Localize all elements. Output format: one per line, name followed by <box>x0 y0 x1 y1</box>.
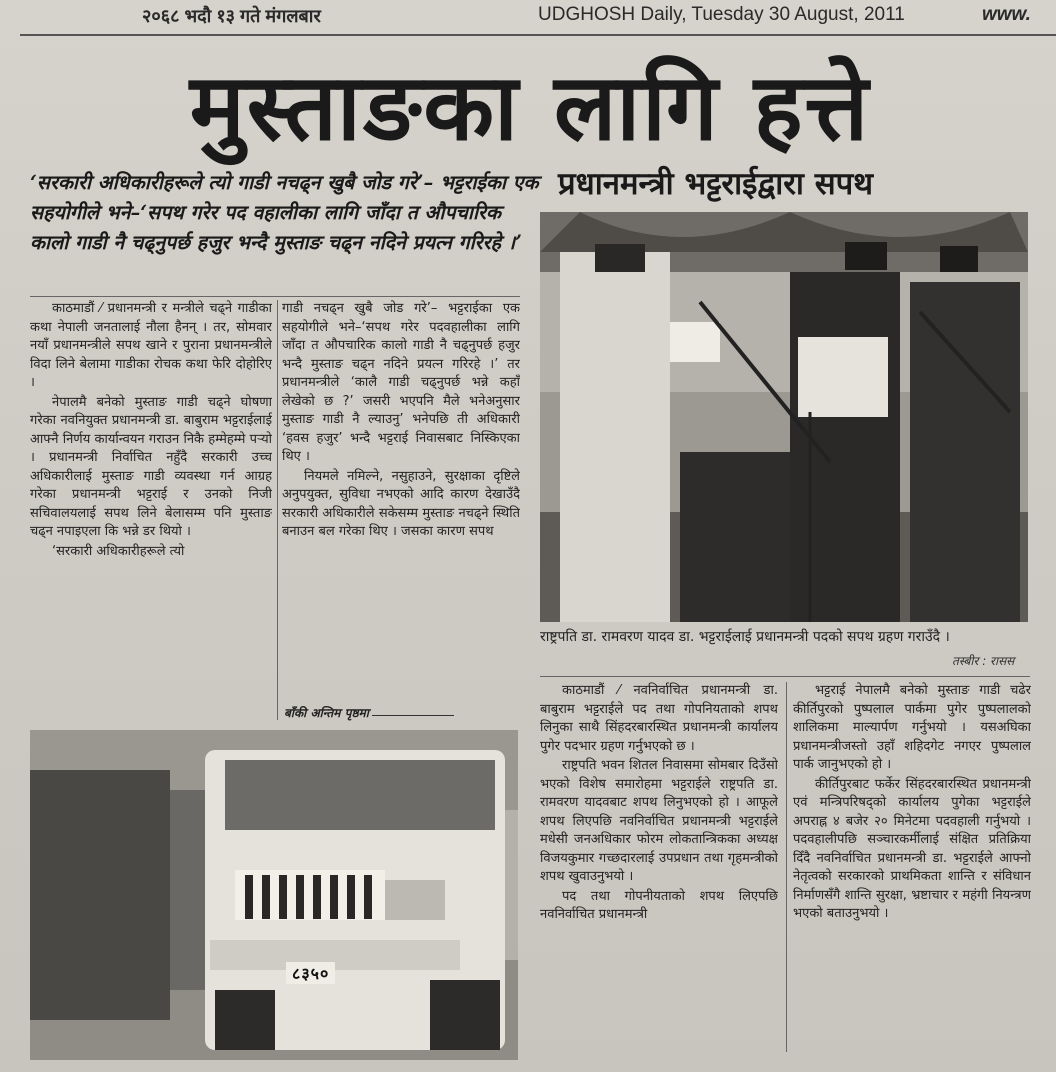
paragraph: नियमले नमिल्ने, नसुहाउने, सुरक्षाका दृष्टिले अनुपयुक्त, सुविधा नभएको आदि कारण देखाउँदै सरकारी अधिकारीले सकेसम्म मुस्ताङ नचढ्ने स्थिति बनाउन बल गरेका थिए । जसका कारण सपथ <box>282 468 520 539</box>
date-nepali: २०६८ भदौ १३ गते मंगलबार <box>142 6 321 26</box>
divider <box>372 715 454 716</box>
paragraph: काठमाडौं ⁄ प्रधानमन्त्री र मन्त्रीले चढ्ने गाडीका कथा नेपाली जनतालाई नौला हैनन् । तर, सोमवार नयाँ प्रधानमन्त्रीले सपथ खाने र पुराना प्रधानमन्त्रीले विदा लिने बेलामा गाडीका रोचक कथा फेरि दोहोरिए । <box>30 301 272 390</box>
masthead-bar <box>20 0 1056 36</box>
pull-quote: ‘सरकारी अधिकारीहरूले त्यो गाडी नचढ्न खुबै जोड गरे’– भट्टराईका एक सहयोगीले भने–‘सपथ गरेर पद वहालीका लागि जाँदा त औपचारिक कालो गाडी नै चढ्नुपर्छ हजुर भन्दै मुस्ताङ चढ्न नदिने प्रयत्न गरिरहे ।’ <box>30 171 539 254</box>
paragraph: पद तथा गोपनीयताको शपथ लिएपछि नवनिर्वाचित प्रधानमन्त्री <box>540 888 778 922</box>
article-column-2 <box>282 300 520 710</box>
website-text: www. <box>982 4 1031 25</box>
mustang-vehicle-photo <box>30 730 518 1060</box>
paragraph: ‘सरकारी अधिकारीहरूले त्यो <box>52 543 185 559</box>
divider <box>540 676 1030 677</box>
column-divider <box>277 300 278 720</box>
column-divider <box>786 682 787 1052</box>
divider <box>30 296 520 297</box>
paragraph: राष्ट्रपति भवन शितल निवासमा सोमबार दिउँसो भएको विशेष समारोहमा भट्टराईले राष्ट्रपति डा. रामवरण यादवबाट शपथ लिनुभएको हो । आफूले शपथ लिएपछि नवनिर्वाचित प्रधानमन्त्री भट्टराईले मधेसी जनअधिकार फोरम लोकतान्त्रिकका अध्यक्ष विजयकुमार गच्छदारलाई उपप्रधान तथा गृहमन्त्रीको शपथ खुवाउनुभयो । <box>540 758 778 884</box>
paragraph: भट्टराई नेपालमै बनेको मुस्ताङ गाडी चढेर कीर्तिपुरको पुष्पलाल पार्कमा पुगेर पुष्पलालको शालिकमा माल्यार्पण गर्नुभयो । यसअघिका प्रधानमन्त्रीजस्तो उहाँ शहिदगेट नगएर पुष्पलाल पार्क जानुभएको हो । <box>793 683 1031 772</box>
photo-credit: तस्बीर : रासस <box>952 654 1015 668</box>
subheadline: प्रधानमन्त्री भट्टराईद्वारा सपथ <box>558 166 874 202</box>
paragraph: कीर्तिपुरबाट फर्केर सिंहदरबारस्थित प्रधानमन्त्री एवं मन्त्रिपरिषद्को कार्यालय पुगेका भट्टराईले अपराह्न ४ बजेर २० मिनेटमा पदवहाली गर्नुभयो । पदवहालीपछि सञ्चारकर्मीलाई संक्षित प्रतिक्रिया दिँदै नवनिर्वाचित प्रधानमन्त्री डा. भट्टराईले आफ्नो नेतृत्वको सरकारको प्राथमिकता शान्ति र संविधान निर्माणसँगै शान्ति सुरक्षा, भ्रष्टाचार र महंगी नियन्त्रण भएको बताउनुभयो । <box>793 776 1031 921</box>
swearing-in-photo <box>540 212 1028 622</box>
paragraph: गाडी नचढ्न खुबै जोड गरे’– भट्टराईका एक सहयोगीले भने–‘सपथ गरेर पदवहालीका लागि जाँदा त औपचारिक कालो गाडी नै चढ्नुपर्छ हजुर भन्दै मुस्ताङ चढ्न नदिने प्रयत्न गरिरहे ।’ तर प्रधानमन्त्रीले ‘कालै गाडी चढ्नुपर्छ भन्ने कहाँ लेखेको छ ?’ जसरी भएपनि मैले भनेअनुसार मुस्ताङ गाडी नै ल्याउनु’ भनेपछि ती अधिकारी ‘हवस हजुर’ भन्दै भट्टराई निवासबाट निस्किएका थिए । <box>282 301 520 464</box>
photo-caption: राष्ट्रपति डा. रामवरण यादव डा. भट्टराईलाई प्रधानमन्त्री पदको सपथ ग्रहण गराउँदै । <box>540 629 950 645</box>
license-plate: ८३५० <box>286 962 335 984</box>
continued-note: बाँकी अन्तिम पृष्ठमा <box>284 706 369 720</box>
photo-illustration <box>540 212 1028 622</box>
paragraph: नेपालमै बनेको मुस्ताङ गाडी चढ्ने घोषणा गरेका नवनियुक्त प्रधानमन्त्री डा. बाबुराम भट्टराईलाई आफ्नै निर्णय कार्यान्वयन गराउन निकै हम्मेहम्मे पर्‍यो । प्रधानमन्त्री निर्वाचित नहुँदै सरकारी उच्च अधिकारीलाई मुस्ताङ गाडी व्यवस्था गर्न आग्रह गरेका प्रधानमन्त्री भट्टराई र उनको निजी सचिवालयलाई सपथ लिने बेलासम्म पनि मुस्ताङ चढ्न नपाइएला कि भन्ने डर थियो । <box>30 394 272 539</box>
article-column-4 <box>793 682 1031 1052</box>
article-column-1 <box>30 300 272 730</box>
photo-illustration <box>30 730 518 1060</box>
date-english: UDGHOSH Daily, Tuesday 30 August, 2011 <box>538 4 905 25</box>
headline: मुस्ताङका लागि हत्ते <box>189 54 871 161</box>
article-column-3 <box>540 682 778 1052</box>
paragraph: काठमाडौं ⁄ नवनिर्वाचित प्रधानमन्त्री डा. बाबुराम भट्टराईले पद तथा गोपनियताको शपथ लिनुका साथै सिंहदरबारस्थित प्रधानमन्त्री कार्यालय पुगेर पदभार ग्रहण गर्नुभएको छ । <box>540 683 778 754</box>
